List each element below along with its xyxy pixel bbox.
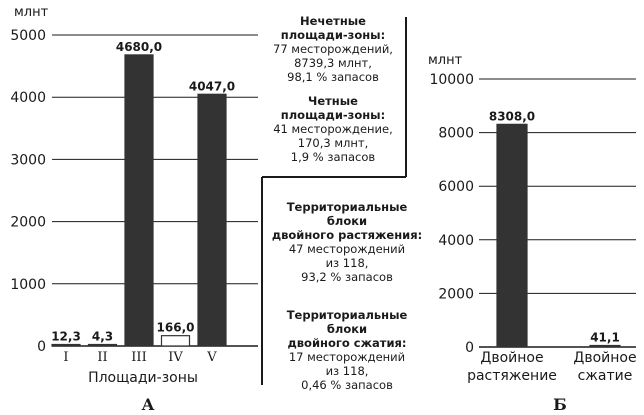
chartB-category-label: растяжение xyxy=(467,368,557,384)
chartB-bar xyxy=(497,124,527,347)
chart-a-panel-letter: А xyxy=(141,395,155,414)
chart-a-x-axis-label: Площади-зоны xyxy=(88,370,198,386)
chartA-value-label: 166,0 xyxy=(156,320,195,335)
chartB-value-label: 41,1 xyxy=(590,330,620,345)
note-compression-blocks xyxy=(266,308,428,392)
note-odd-line-3: 98,1 % запасов xyxy=(287,70,379,84)
note-compression-title-2: двойного сжатия: xyxy=(287,336,407,350)
chartA-category-label: I xyxy=(63,350,69,365)
chartA-bar xyxy=(125,55,153,346)
chart-a-unit-label: млнт xyxy=(14,5,49,20)
note-compression-title-1: Территориальные блоки xyxy=(286,308,408,336)
note-extension-title-1: Территориальные блоки xyxy=(286,200,408,228)
chartB-bar xyxy=(590,346,620,348)
chartB-y-tick-label: 0 xyxy=(465,340,474,356)
note-extension-line-2: из 118, xyxy=(325,256,369,270)
chartB-y-tick-label: 10000 xyxy=(429,72,474,88)
chartA-y-tick-label: 4000 xyxy=(10,90,46,107)
chartB-category-label: сжатие xyxy=(577,368,633,384)
chartA-category-label: V xyxy=(207,350,217,365)
note-even-zones xyxy=(268,94,398,164)
note-even-title-1: Четные xyxy=(308,94,358,108)
chartB-category-label: Двойное xyxy=(480,350,544,366)
note-odd-line-2: 8739,3 млнт, xyxy=(294,56,372,70)
chartB-value-label: 8308,0 xyxy=(488,109,536,124)
chartA-bar xyxy=(198,94,226,346)
chartA-category-label: IV xyxy=(168,350,183,365)
chartB-y-tick-label: 4000 xyxy=(438,232,474,249)
chartA-value-label: 4680,0 xyxy=(115,39,163,54)
note-even-line-3: 1,9 % запасов xyxy=(290,150,376,164)
note-extension-line-1: 47 месторождений xyxy=(288,242,406,256)
chartA-y-tick-label: 3000 xyxy=(10,152,46,169)
chartA-category-label: II xyxy=(97,350,108,365)
chart-b-panel-letter: Б xyxy=(553,395,567,414)
chartB-y-tick-label: 2000 xyxy=(438,286,474,303)
chart-b xyxy=(428,53,637,414)
note-even-line-2: 170,3 млнт, xyxy=(297,136,369,150)
chartA-bar xyxy=(89,345,117,347)
note-compression-line-1: 17 месторождений xyxy=(288,350,406,364)
chartA-y-tick-label: 1000 xyxy=(10,276,46,293)
chartA-value-label: 4047,0 xyxy=(188,79,236,94)
note-odd-title-1: Нечетные xyxy=(300,14,366,28)
note-even-line-1: 41 месторождение, xyxy=(273,122,393,136)
chartA-y-tick-label: 5000 xyxy=(10,28,46,44)
chartA-bar xyxy=(52,345,80,347)
note-extension-blocks xyxy=(266,200,428,284)
chartA-value-label: 4,3 xyxy=(91,329,114,344)
chartA-category-label: III xyxy=(131,350,147,365)
chart-b-unit-label: млнт xyxy=(428,53,463,68)
note-odd-title-2: площади-зоны: xyxy=(280,28,386,42)
note-compression-line-2: из 118, xyxy=(325,364,369,378)
note-compression-line-3: 0,46 % запасов xyxy=(301,378,393,392)
note-odd-zones xyxy=(268,14,398,84)
chartA-bar xyxy=(162,336,190,346)
chartB-y-tick-label: 8000 xyxy=(438,125,474,142)
chartB-category-label: Двойное xyxy=(573,350,637,366)
note-odd-line-1: 77 месторождений, xyxy=(273,42,393,56)
chartA-value-label: 12,3 xyxy=(51,329,81,344)
note-extension-line-3: 93,2 % запасов xyxy=(301,270,393,284)
chartA-y-tick-label: 0 xyxy=(37,339,46,355)
chartB-y-tick-label: 6000 xyxy=(438,179,474,196)
note-extension-title-2: двойного растяжения: xyxy=(271,228,423,242)
chartA-y-tick-label: 2000 xyxy=(10,214,46,231)
chart-a xyxy=(10,5,258,414)
note-even-title-2: площади-зоны: xyxy=(280,108,386,122)
